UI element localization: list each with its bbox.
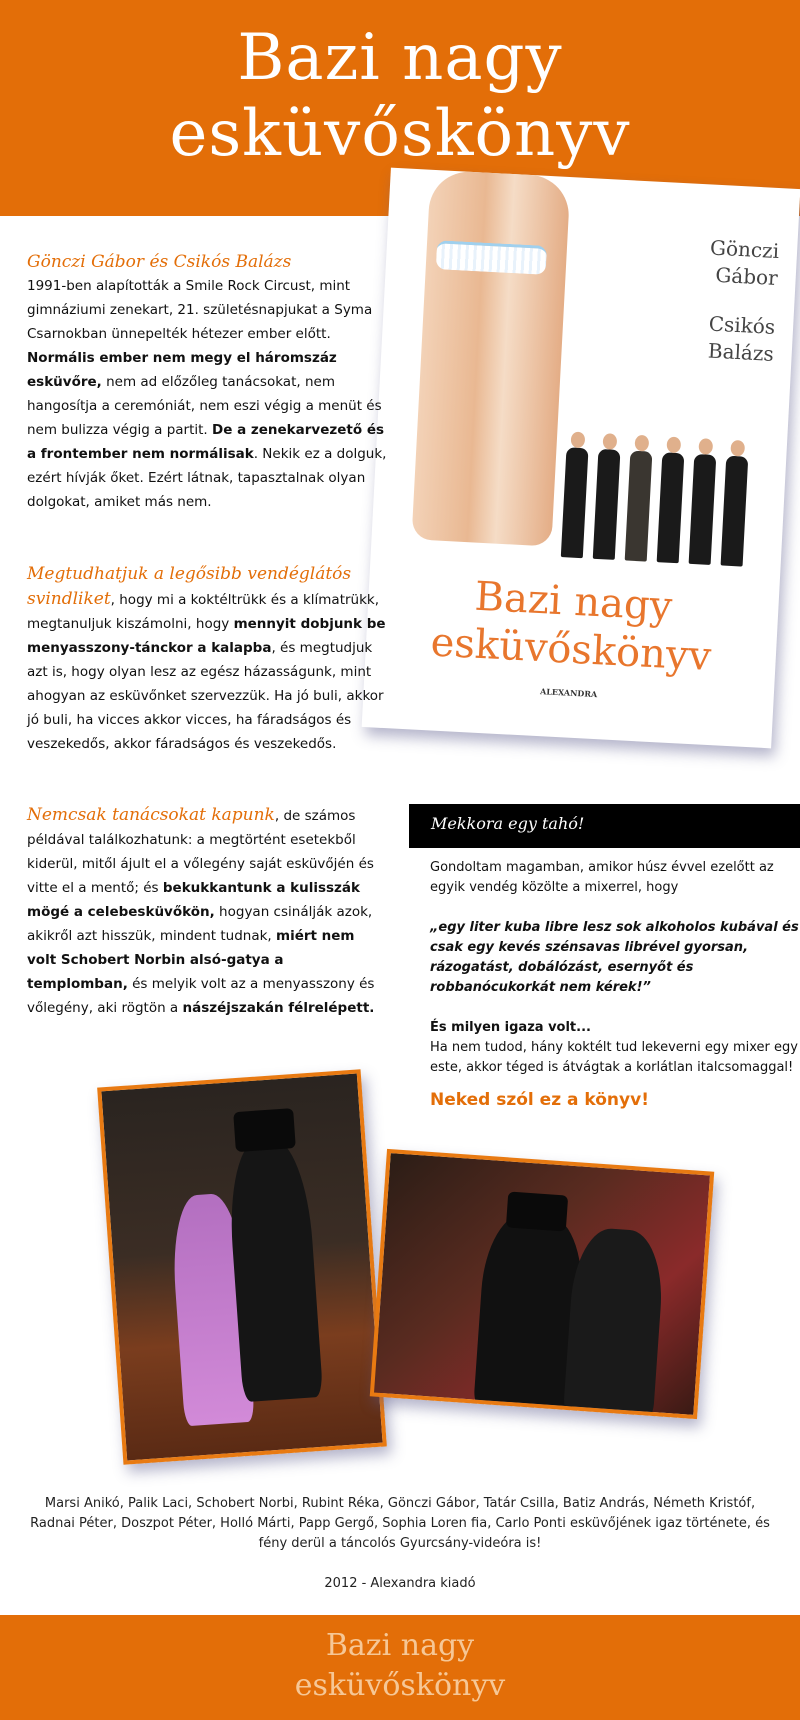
section-tricks-heading: Megtudhatjuk a legősibb vendéglátós svindliket bbox=[27, 564, 352, 609]
section-tricks-text: , hogy mi a koktéltrükk és a klímatrükk, megtanuljuk kiszámolni, hogy bbox=[27, 592, 380, 632]
cover-author2-line2: Balázs bbox=[707, 338, 775, 366]
page-title-line2: esküvőskönyv bbox=[169, 97, 631, 171]
sidebox-truth-heading-text: És milyen igaza volt... bbox=[430, 1020, 591, 1035]
section-stories-bold: nászéjszakán félrelépett. bbox=[182, 1000, 375, 1016]
section-authors-text: nem ad előzőleg tanácsokat, nem hangosítja a ceremóniát, nem eszi végig a menüt és nem bulizza végig a partit. bbox=[27, 374, 382, 438]
cover-author2-line1: Csikós bbox=[708, 311, 776, 339]
sidebox-quote: „egy liter kuba libre lesz sok alkoholos kubával és csak egy kevés szénsavas librével gyorsan, rázogatást, dobálózást, esernyőt és robbanócukorkát nem kérek!” bbox=[430, 920, 799, 995]
section-authors-bold: De a zenekarvezető és a frontember nem normálisak bbox=[27, 422, 385, 462]
sidebox-intro: Gondoltam magamban, amikor húsz évvel ezelőtt az egyik vendég közölte a mixerrel, hogy bbox=[430, 860, 774, 895]
cover-men-image bbox=[561, 427, 758, 567]
footer-title-line2: esküvőskönyv bbox=[294, 1668, 506, 1703]
photo-band-on-stage bbox=[370, 1149, 715, 1419]
cover-legs-image bbox=[412, 170, 571, 547]
sidebox-truth-heading bbox=[430, 1018, 800, 1038]
cover-title-line2: esküvőskönyv bbox=[429, 619, 713, 681]
section-stories bbox=[27, 803, 387, 1020]
section-stories-bold: bekukkantunk a kulisszák mögé a celebesküvőkön, bbox=[27, 880, 360, 920]
page-title-line1: Bazi nagy bbox=[237, 21, 563, 95]
book-cover bbox=[376, 178, 794, 748]
section-authors-heading: Gönczi Gábor és Csikós Balázs bbox=[27, 252, 292, 272]
section-tricks-bold: mennyit dobjunk be menyasszony-tánckor a kalapba bbox=[27, 616, 386, 656]
section-stories-text: , de számos példával találkozhatunk: a megtörtént esetekből kiderül, mitől ájult el a vőlegény saját esküvőjén és vitte el a mentő; és bbox=[27, 808, 374, 896]
cover-publisher: ALEXANDRA bbox=[539, 686, 598, 700]
cover-title-line1: Bazi nagy bbox=[473, 573, 674, 630]
celebrity-list: Marsi Anikó, Palik Laci, Schobert Norbi, Rubint Réka, Gönczi Gábor, Tatár Csilla, Batiz András, Németh Kristóf, Radnai Péter, Doszpot Péter, Holló Márti, Papp Gergő, Sophia Loren fia, Carlo Ponti esküvőjének igaz története, és fény derül a táncolós Gyurcsány-videóra is! bbox=[30, 1496, 770, 1551]
section-stories-heading: Nemcsak tanácsokat kapunk bbox=[27, 805, 275, 825]
section-tricks bbox=[27, 562, 387, 756]
sidebox-heading: Mekkora egy tahó! bbox=[431, 814, 585, 833]
section-stories-text: hogyan csinálják azok, akikről azt hisszük, mindent tudnak, bbox=[27, 904, 373, 944]
sidebox bbox=[430, 858, 800, 1114]
cover-author1-line1: Gönczi bbox=[709, 235, 780, 264]
sidebox-truth-text: Ha nem tudod, hány koktélt tud lekeverni egy mixer egy este, akkor téged is átvágtak a korlátlan italcsomaggal! bbox=[430, 1040, 798, 1075]
section-authors-text: 1991-ben alapították a Smile Rock Circust, mint gimnáziumi zenekart, 21. születésnapjukat a Syma Csarnokban ünnepelték hétezer ember előtt. bbox=[27, 278, 373, 342]
publish-info: 2012 - Alexandra kiadó bbox=[324, 1576, 476, 1591]
sidebox-header bbox=[409, 804, 800, 848]
footer-title-line1: Bazi nagy bbox=[325, 1628, 475, 1663]
section-authors-bold: Normális ember nem megy el háromszáz esküvőre, bbox=[27, 350, 337, 390]
book-cover-card bbox=[362, 168, 800, 749]
footer-banner bbox=[0, 1615, 800, 1720]
section-tricks-text: , és megtudjuk azt is, hogy olyan lesz az egész házasságunk, mint ahogyan az esküvőnket szervezzük. Ha jó buli, akkor jó buli, ha vicces akkor vicces, ha fáradságos és veszekedős, akkor fáradságos és veszekedős. bbox=[27, 640, 384, 752]
section-authors-text: . Nekik ez a dolguk, ezért hívják őket. Ezért látnak, tapasztalnak olyan dolgokat, amiket más nem. bbox=[27, 446, 387, 510]
photo-dancing-couple bbox=[97, 1069, 387, 1464]
section-stories-text: és melyik volt az a menyasszony és vőlegény, aki rögtön a bbox=[27, 976, 375, 1016]
section-stories-bold: miért nem volt Schobert Norbin alsó-gatya a templomban, bbox=[27, 928, 355, 992]
sidebox-cta: Neked szól ez a könyv! bbox=[430, 1090, 649, 1110]
cover-authors bbox=[704, 234, 780, 367]
cover-garter-image bbox=[436, 240, 547, 275]
cover-author1-line2: Gábor bbox=[714, 262, 779, 291]
section-authors bbox=[27, 250, 387, 514]
